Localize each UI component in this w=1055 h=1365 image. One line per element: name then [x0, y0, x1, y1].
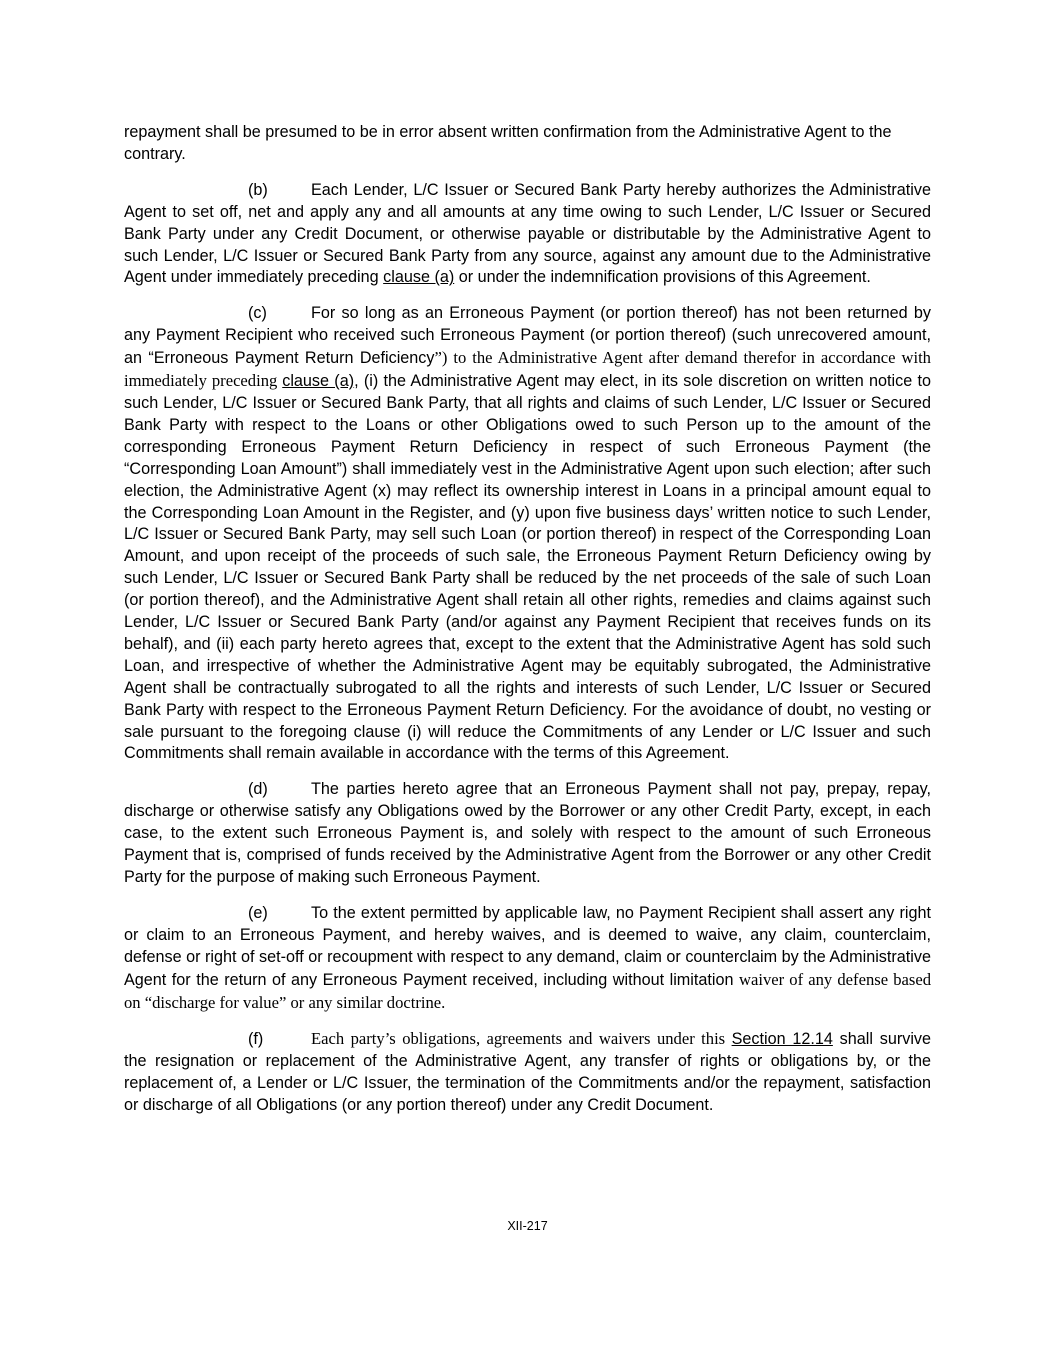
paragraph-c: [124, 303, 931, 765]
clause-a-reference: clause (a): [383, 268, 455, 287]
paragraph-f: [124, 1028, 931, 1117]
paragraph-c-text-2: ”) to the Administrative Agent after demand therefor in accordance with immediately preceding: [124, 348, 931, 391]
paragraph-f-text-end: shall survive the resignation or replacement of the Administrative Agent, any transfer of rights or obligations by, or the replacement of, a Lender or L/C Issuer, the termination of the Commitments and/or the repayment, satisfaction or discharge of all Obligations (or any portion thereof) under any Credit Document.: [124, 1030, 932, 1115]
paragraph-b-text-end: or under the indemnification provisions of this Agreement.: [454, 268, 871, 287]
defined-term-corresponding-loan-amount: Corresponding Loan Amount: [129, 459, 337, 478]
paragraph-c-text: For so long as an Erroneous Payment (or portion thereof) has not been returned by any Payment Recipient who received such Erroneous Payment (or portion thereof) (such unrecovered amount, an “: [124, 304, 931, 368]
paragraph-e-label: (e): [248, 903, 268, 922]
paragraph-c-text-4: ”) shall immediately vest in the Administrative Agent upon such election; after such election, the Administrative Agent (x) may reflect its ownership interest in Loans in a principal amount equal to the Corresponding Loan Amount in the Register, and (y) upon five business days’ written notice to such Lender, L/C Issuer or Secured Bank Party, may sell such Loan (or portion thereof) in respect of the Corresponding Loan Amount, and upon receipt of the proceeds of such sale, the Erroneous Payment Return Deficiency owing by such Lender, L/C Issuer or Secured Bank Party shall be reduced by the net proceeds of the sale of such Loan (or portion thereof), and the Administrative Agent shall retain all other rights, remedies and claims against such Lender, L/C Issuer or Secured Bank Party (and/or against any Payment Recipient that receives funds on its behalf), and (ii) each party hereto agrees that, except to the extent that the Administrative Agent has sold such Loan, and irrespective of whether the Administrative Agent may be equitably subrogated, the Administrative Agent shall be contractually subrogated to all the rights and interests of such Lender, L/C Issuer or Secured Bank Party with respect to the Erroneous Payment Return Deficiency. For the avoidance of doubt, no vesting or sale pursuant to the foregoing clause (i) will reduce the Commitments of any Lender or L/C Issuer and such Commitments shall remain available in accordance with the terms of this Agreement.: [124, 459, 931, 763]
paragraph-intro: [124, 122, 931, 166]
paragraph-intro-text: repayment shall be presumed to be in error absent written confirmation from the Administrative Agent to the contrary.: [124, 123, 892, 163]
paragraph-c-label: (c): [248, 304, 267, 323]
paragraph-d-label: (d): [248, 780, 268, 799]
paragraph-b: [124, 180, 931, 290]
paragraph-e: [124, 903, 931, 1015]
page-number: XII-217: [507, 1219, 548, 1233]
paragraph-d: [124, 779, 931, 889]
paragraph-f-text: Each party’s obligations, agreements and waivers under this: [311, 1029, 732, 1049]
paragraph-f-label: (f): [248, 1030, 264, 1049]
paragraph-b-text: Each Lender, L/C Issuer or Secured Bank Party hereby authorizes the Administrative Agent to set off, net and apply any and all amounts at any time owing to such Lender, L/C Issuer or Secured Bank Party under any Credit Document, or otherwise payable or distributable by the Administrative Agent to such Lender, L/C Issuer or Secured Bank Party from any source, against any amount due to the Administrative Agent under immediately preceding: [124, 180, 931, 287]
section-reference: Section 12.14: [731, 1030, 833, 1049]
paragraph-d-text: The parties hereto agree that an Erroneous Payment shall not pay, prepay, repay, discharge or otherwise satisfy any Obligations owed by the Borrower or any other Credit Party, except, in each case, to the extent such Erroneous Payment is, and solely with respect to the amount of such Erroneous Payment that is, comprised of funds received by the Administrative Agent from the Borrower or any other Credit Party for the purpose of making such Erroneous Payment.: [124, 780, 931, 886]
paragraph-b-label: (b): [248, 180, 268, 199]
paragraph-e-text: To the extent permitted by applicable law, no Payment Recipient shall assert any right or claim to an Erroneous Payment, and hereby waives, and is deemed to waive, any claim, counterclaim, defense or right of set-off or recoupment with respect to any demand, claim or counterclaim by the Administrative Agent for the return of any Erroneous Payment received, including without limitation: [124, 903, 931, 989]
document-page: [124, 122, 931, 1131]
paragraph-c-text-3: , (i) the Administrative Agent may elect, in its sole discretion on written notice to such Lender, L/C Issuer or Secured Bank Party, that all rights and claims of such Lender, L/C Issuer or Secured Bank Party with respect to the Loans or other Obligations owed to such Person up to the amount of the corresponding Erroneous Payment Return Deficiency in respect of such Erroneous Payment (the “: [124, 372, 931, 478]
defined-term-erroneous-payment-return-deficiency: Erroneous Payment Return Deficiency: [153, 349, 435, 368]
clause-a-reference: clause (a): [282, 372, 355, 391]
paragraph-e-text-end: waiver of any defense based on “discharge for value” or any similar doctrine.: [124, 969, 931, 1012]
